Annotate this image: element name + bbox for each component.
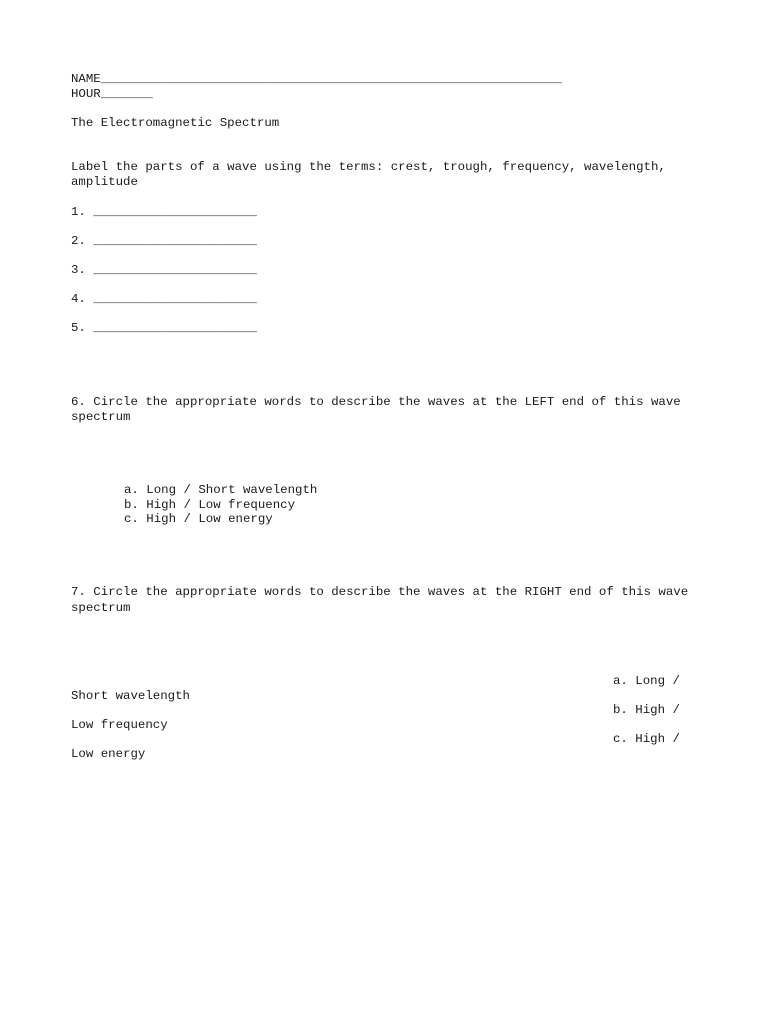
question-6-option-a: a. Long / Short wavelength — [124, 483, 318, 497]
question-7-option-a-end: Short wavelength — [71, 689, 190, 703]
question-7-option-b-start: b. High / — [613, 703, 680, 717]
question-7-option-b-end: Low frequency — [71, 718, 168, 732]
question-6-option-c: c. High / Low energy — [124, 512, 273, 526]
blank-3: 3. ______________________ — [71, 263, 257, 277]
question-7-option-c-end: Low energy — [71, 747, 146, 761]
hour-field: HOUR_______ — [71, 87, 153, 101]
question-6-line-2: spectrum — [71, 410, 131, 424]
blank-4: 4. ______________________ — [71, 292, 257, 306]
blank-5: 5. ______________________ — [71, 321, 257, 335]
instructions-line-1: Label the parts of a wave using the terms: crest, trough, frequency, wavelength, — [71, 160, 666, 174]
page-title: The Electromagnetic Spectrum — [71, 116, 280, 130]
question-7-option-a-start: a. Long / — [613, 674, 680, 688]
question-7-line-1: 7. Circle the appropriate words to describe the waves at the RIGHT end of this wave — [71, 585, 689, 599]
name-field: NAME______________________________________________________________ — [71, 72, 562, 86]
question-7-line-2: spectrum — [71, 601, 131, 615]
blank-1: 1. ______________________ — [71, 205, 257, 219]
instructions-line-2: amplitude — [71, 175, 138, 189]
blank-2: 2. ______________________ — [71, 234, 257, 248]
question-7-option-c-start: c. High / — [613, 732, 680, 746]
question-6-line-1: 6. Circle the appropriate words to describe the waves at the LEFT end of this wave — [71, 395, 681, 409]
question-6-option-b: b. High / Low frequency — [124, 498, 296, 512]
